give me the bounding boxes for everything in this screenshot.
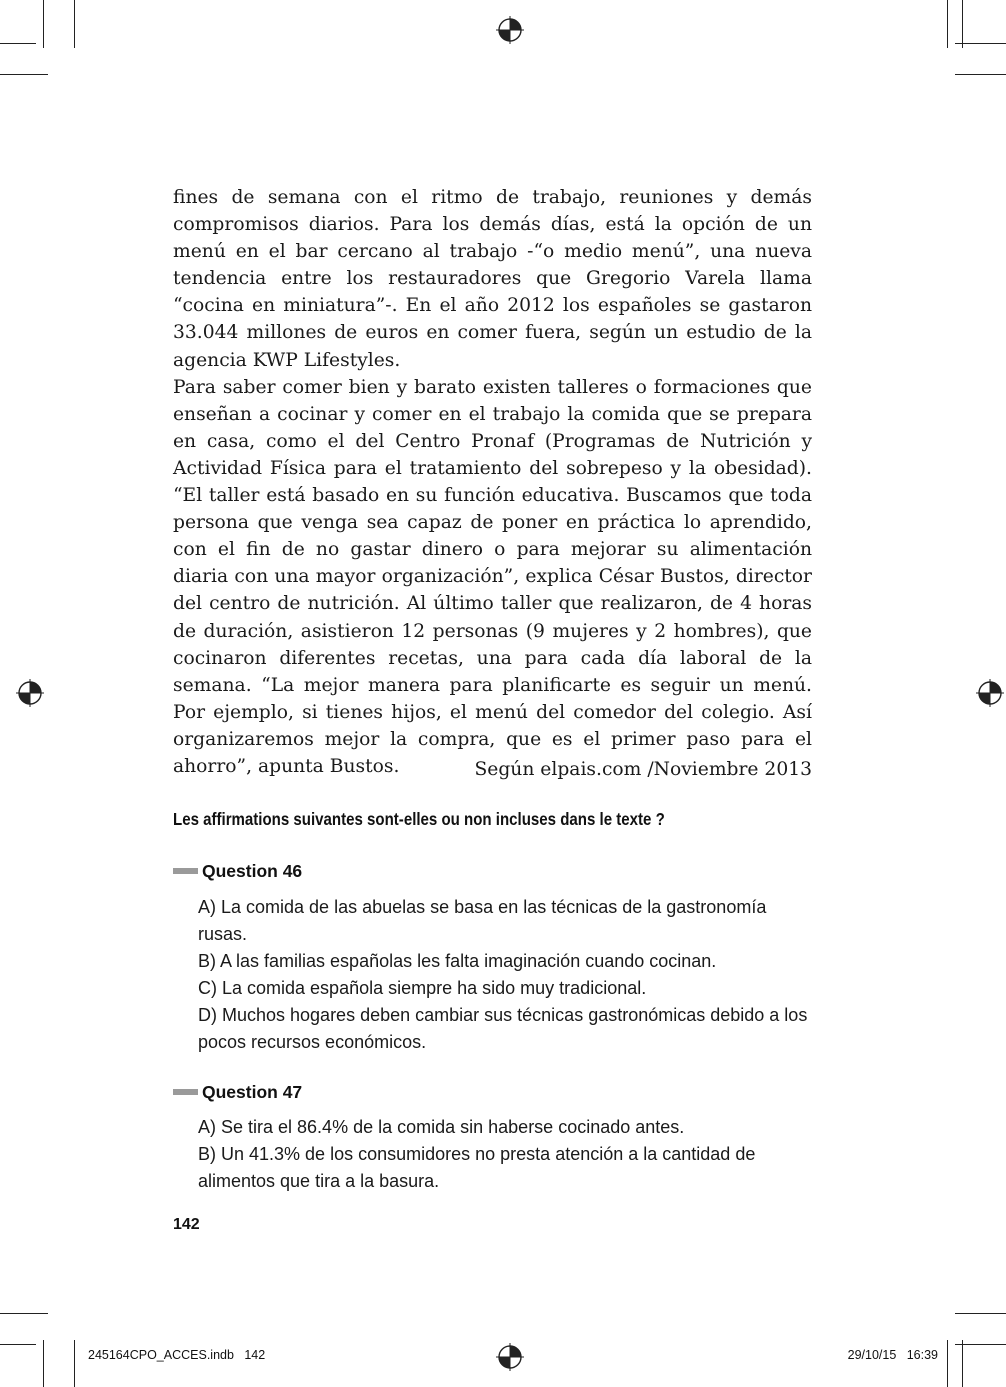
question-bar-icon <box>173 868 198 874</box>
registration-target-icon <box>496 16 524 44</box>
question-heading <box>173 859 302 883</box>
question-heading <box>173 1080 302 1104</box>
option-item: B) A las familias españolas les falta imaginación cuando cocinan. <box>198 951 717 971</box>
instruction-heading: Les affirmations suivantes sont-elles ou non incluses dans le texte ? <box>173 809 665 829</box>
article-source: Según elpais.com /Noviembre 2013 <box>474 759 812 780</box>
crop-mark <box>0 1313 48 1314</box>
option-item: D) Muchos hogares deben cambiar sus técnicas gastronómicas debido a los pocos recursos económicos. <box>198 1005 808 1052</box>
crop-mark <box>947 1340 948 1387</box>
article-body <box>173 184 812 780</box>
crop-mark <box>962 0 963 48</box>
crop-mark <box>955 74 1006 75</box>
article-paragraph: Para saber comer bien y barato existen talleres o formaciones que enseñan a cocinar y comer en el trabajo la comida que se prepara en casa, como el del Centro Pronaf (Programas de Nutrición y Actividad Física para el tratamiento del sobrepeso y la obesidad). “El taller está basado en su función educativa. Buscamos que toda persona que venga sea capaz de poner en práctica lo aprendido, con el fin de no gastar dinero o para mejorar su alimentación diaria con una mayor organización”, explica César Bustos, director del centro de nutrición. Al último taller que realizaron, de 4 horas de duración, asistieron 12 personas (9 mujeres y 2 hombres), que cocinaron diferentes recetas, una para cada día laboral de la semana. “La mejor manera para planificarte es seguir un menú. Por ejemplo, si tienes hijos, el menú del comedor del colegio. Así organizaremos mejor la compra, que es el primer paso para el ahorro”, apunta Bustos. <box>173 376 812 777</box>
article-paragraph: fines de semana con el ritmo de trabajo, reuniones y demás compromisos diarios. Para los demás días, está la opción de un menú en el bar cercano al trabajo -“o medio menú”, una nueva tendencia entre los restauradores que Gregorio Varela llama “cocina en miniatura”-. En el año 2012 los españoles se gastaron 33.044 millones de euros en comer fuera, según un estudio de la agencia KWP Lifestyles. <box>173 187 812 371</box>
question-options <box>198 894 814 1056</box>
crop-mark <box>0 74 48 75</box>
crop-mark <box>43 0 44 48</box>
crop-mark <box>43 1340 44 1387</box>
slug-date: 29/10/15 16:39 <box>847 1348 938 1362</box>
crop-mark <box>74 0 75 48</box>
crop-mark <box>0 1344 36 1345</box>
question-title: Question 46 <box>202 861 303 881</box>
slug-file: 245164CPO_ACCES.indb 142 <box>88 1348 266 1362</box>
question-options <box>198 1114 814 1195</box>
option-item: B) Un 41.3% de los consumidores no presta atención a la cantidad de alimentos que tira a la basura. <box>198 1144 756 1191</box>
page-number: 142 <box>173 1216 200 1233</box>
registration-target-icon <box>16 679 44 707</box>
question-bar-icon <box>173 1089 198 1095</box>
crop-mark <box>947 0 948 48</box>
question-title: Question 47 <box>202 1082 303 1102</box>
crop-mark <box>74 1340 75 1387</box>
option-item: A) Se tira el 86.4% de la comida sin haberse cocinado antes. <box>198 1117 685 1137</box>
crop-mark <box>955 43 1006 44</box>
option-item: C) La comida española siempre ha sido muy tradicional. <box>198 978 647 998</box>
crop-mark <box>962 1340 963 1387</box>
crop-mark <box>955 1313 1006 1314</box>
option-item: A) La comida de las abuelas se basa en las técnicas de la gastronomía rusas. <box>198 897 767 944</box>
crop-mark <box>0 43 36 44</box>
registration-target-icon <box>976 679 1004 707</box>
registration-target-icon <box>496 1343 524 1371</box>
